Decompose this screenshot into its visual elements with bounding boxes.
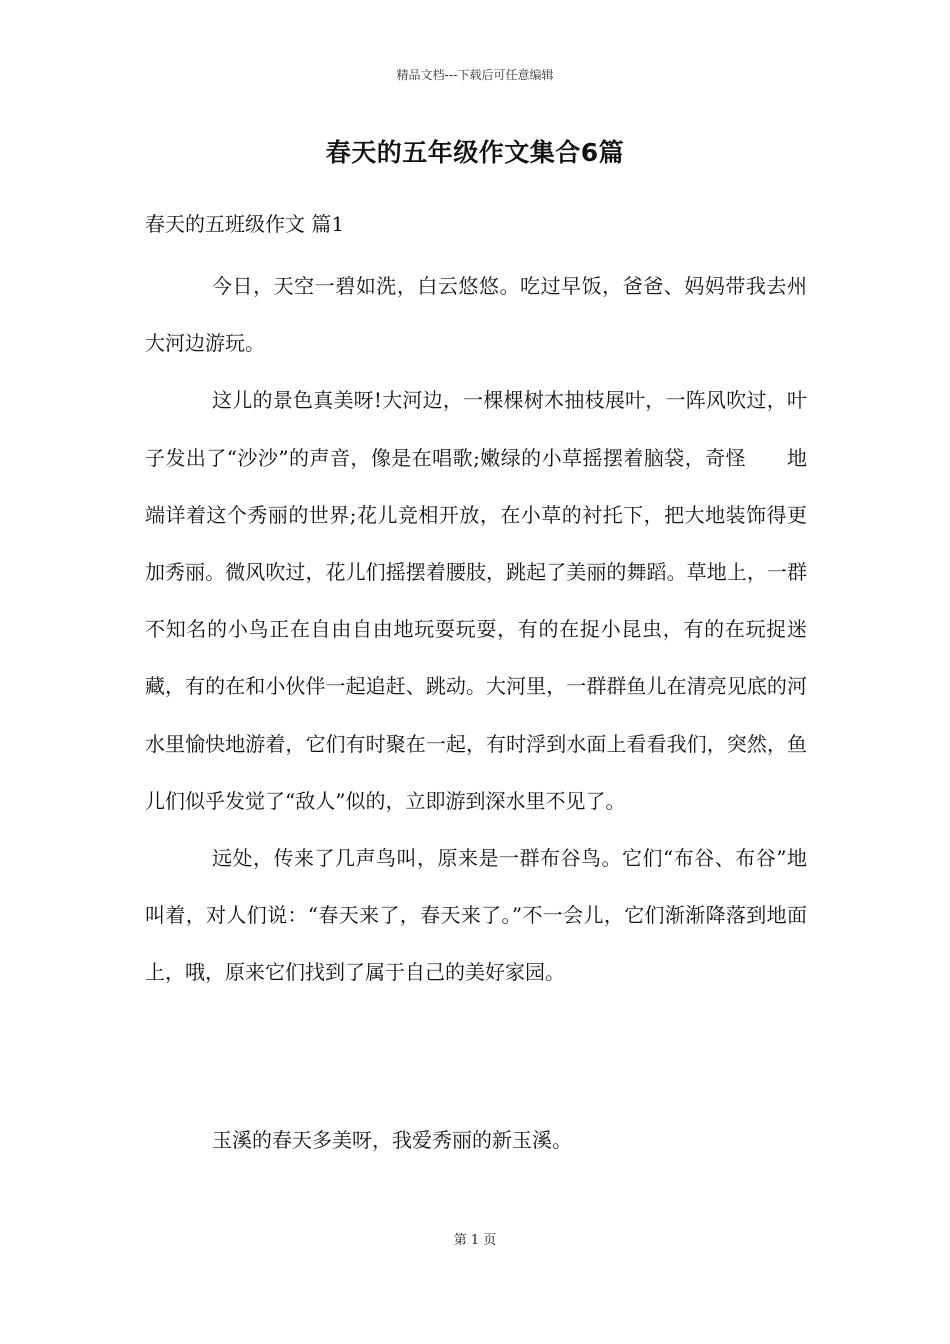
closing-line: 玉溪的春天多美呀，我爱秀丽的新玉溪。 [212, 1128, 572, 1152]
article-body [145, 258, 807, 1002]
page-number: 第 1 页 [453, 1233, 497, 1248]
section-heading: 春天的五班级作文 篇1 [145, 212, 345, 236]
document-title: 春天的五年级作文集合6篇 [325, 138, 625, 167]
paragraph-2: 这儿的景色真美呀!大河边，一棵棵树木抽枝展叶，一阵风吹过，叶子发出了“沙沙”的声音，像是在唱歌;嫩绿的小草摇摆着脑袋，奇怪 地端详着这个秀丽的世界;花儿竞相开放，在小草的衬托下，把大地装饰得更加秀丽。微风吹过，花儿们摇摆着腰肢，跳起了美丽的舞蹈。草地上，一群不知名的小鸟正在自由自由地玩耍玩耍，有的在捉小昆虫，有的在玩捉迷藏，有的在和小伙伴一起追赶、跳动。大河里，一群群鱼儿在清亮见底的河水里愉快地游着，它们有时聚在一起，有时浮到水面上看看我们，突然，鱼儿们似乎发觉了“敌人”似的，立即游到深水里不见了。 [145, 388, 807, 813]
paragraph-3: 远处，传来了几声鸟叫，原来是一群布谷鸟。它们“布谷、布谷”地叫着，对人们说：“春天来了，春天来了。”不一会儿，它们渐渐降落到地面上，哦，原来它们找到了属于自己的美好家园。 [145, 846, 807, 985]
paragraph-1: 今日，天空一碧如洗，白云悠悠。吃过早饭，爸爸、妈妈带我去州大河边游玩。 [145, 274, 807, 356]
page-header-note: 精品文档---下载后可任意编辑 [396, 68, 554, 82]
